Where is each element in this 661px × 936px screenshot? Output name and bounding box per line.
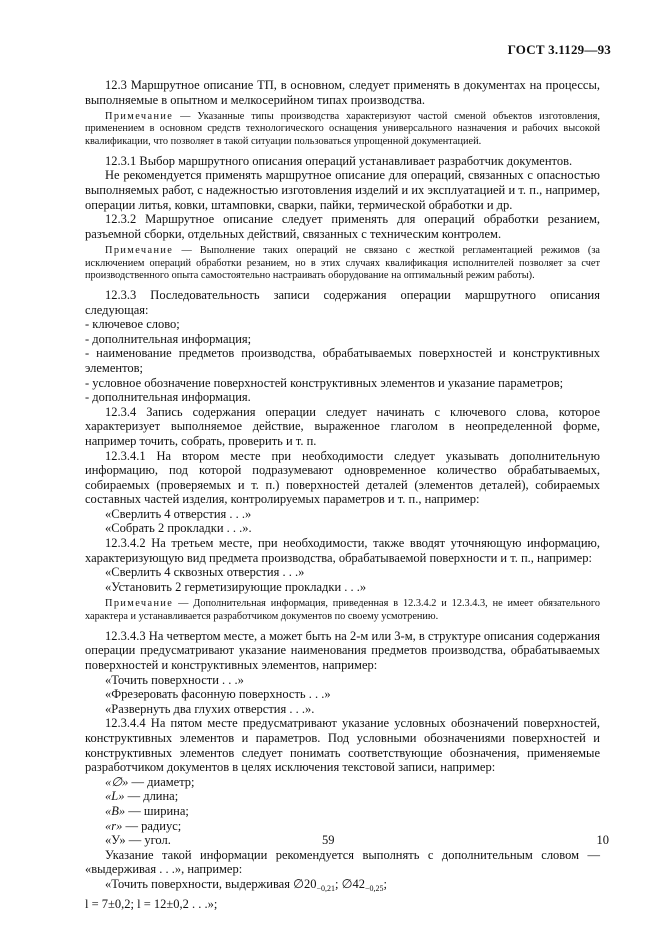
note-3 [85, 598, 600, 622]
example-quote: «Развернуть два глухих отверстия . . .». [105, 701, 315, 716]
example-quote-continuation: l = 7±0,2; l = 12±0,2 . . .»; [85, 896, 218, 911]
note-label: Примечание [105, 245, 174, 257]
paragraph-12-3: 12.3 Маршрутное описание ТП, в основном, следует применять в документах на процессы, выполняемые в опытном и мелкосерийном типах производства. [85, 78, 600, 107]
paragraph-12-3-4-4: 12.3.4.4 На пятом месте предусматривают указание условных обозначений поверхностей, конструктивных элементов и параметров. Под условными обозначениями поверхностей и конструктивных элементов следует понимать соответствующие обозначения, применяемые разработчиком документов в целях исключения текстовой записи, например: [85, 716, 600, 775]
symbol: «L» [105, 789, 125, 804]
note-label: Примечание [105, 111, 174, 123]
paragraph-not-recommended: Не рекомендуется применять маршрутное описание для операций, связанных с опасностью выполняемых работ, с надежностью изготовления изделий и их эксплуатацией и т. п., например, операции литья, ковки, штамповки, сварки, пайки, термической обработки и др. [85, 168, 600, 212]
list-item: - дополнительная информация. [85, 390, 251, 405]
page-number: 59 [322, 833, 335, 847]
paragraph-12-3-3: 12.3.3 Последовательность записи содержания операции маршрутного описания следующая: [85, 287, 600, 317]
symbol-definition: «L» — длина; [105, 789, 179, 804]
symbol-definition: «У» — угол. [105, 833, 171, 848]
example-quote: «Установить 2 герметизирующие прокладки . . .» [105, 579, 367, 594]
paragraph-12-3-4-2: 12.3.4.2 На третьем месте, при необходимости, также вводят уточняющую информацию, характеризующую вид предмета производства, обрабатываемой поверхности и т. п., например: [85, 536, 600, 565]
example-quote: «Собрать 2 прокладки . . .». [105, 521, 252, 536]
note-1 [85, 111, 600, 148]
symbol: «r» [105, 818, 123, 833]
symbol-definition: «r» — радиус; [105, 818, 182, 833]
note-label: Примечание [105, 598, 174, 610]
sheet-number: 10 [596, 833, 609, 847]
paragraph-12-3-4: 12.3.4 Запись содержания операции следует начинать с ключевого слова, которое характеризует выполняемое действие, выраженное глаголом в неопределенной форме, например точить, собрать, проверить и т. п. [85, 404, 600, 448]
paragraph-additional-word: Указание такой информации рекомендуется выполнять с дополнительным словом — «выдерживая . . .», например: [85, 847, 600, 877]
example-quote: «Точить поверхности . . .» [105, 672, 244, 687]
example-quote: «Сверлить 4 отверстия . . .» [105, 506, 252, 521]
list-item: - условное обозначение поверхностей конструктивных элементов и указание параметров; [85, 375, 564, 390]
note-2 [85, 245, 600, 282]
example-quote: «Фрезеровать фасонную поверхность . . .» [105, 687, 331, 702]
standard-header: ГОСТ 3.1129—93 [507, 42, 611, 57]
note-text: — Указанные типы производства характеризуют частой сменой объектов изготовления, применением в основном средств технологического оснащения универсального назначения и рабочих высокой квалификации, что позволяет в такой ситуации пользоваться упрощенной документацией. [85, 111, 600, 147]
paragraph-12-3-2: 12.3.2 Маршрутное описание следует применять для операций обработки резанием, разъемной сборки, отдельных действий, связанных с техническим контролем. [85, 212, 600, 241]
paragraph-12-3-1: 12.3.1 Выбор маршрутного описания операций устанавливает разработчик документов. [105, 153, 573, 168]
sequence-list [85, 317, 600, 405]
symbol-definition: «∅» — диаметр; [105, 774, 195, 789]
note-text: — Дополнительная информация, приведенная в 12.3.4.2 и 12.3.4.3, не имеет обязательного характера и устанавливается разработчиком документов по своему усмотрению. [85, 598, 600, 622]
note-text: — Выполнение таких операций не связано с жесткой регламентацией режимов (за исключением операций обработки резанием, но в этих случаях квалификация исполнителей позволяет за счет производственного опыта самостоятельно настраивать оборудование на оптимальный режим работы). [85, 245, 600, 281]
symbol: «B» [105, 803, 126, 818]
symbol: «У» [105, 833, 126, 848]
paragraph-12-3-4-1: 12.3.4.1 На втором месте при необходимости следует указывать дополнительную информацию, под которой подразумевают одновременное количество обрабатываемых, собираемых (проверяемых и т. п.) поверхностей деталей (элементов деталей), собираемых составных частей изделия, контролируемых параметров и т. п., например: [85, 448, 600, 507]
document-body [85, 78, 600, 911]
list-item: - наименование предметов производства, обрабатываемых поверхностей и конструктивных элементов; [85, 346, 600, 375]
list-item: - дополнительная информация; [85, 331, 252, 346]
example-quote-tolerance: «Точить поверхности, выдерживая $\emptyset 20_{-0,21}$; $\emptyset 42_{-0,25}$; [105, 876, 388, 893]
example-quote: «Сверлить 4 сквозных отверстия . . .» [105, 565, 305, 580]
paragraph-12-3-4-3: 12.3.4.3 На четвертом месте, а может быть на 2-м или 3-м, в структуре описания содержания операции предусматривают указание наименования предметов производства, обрабатываемых поверхностей и конструктивных элементов, например: [85, 628, 600, 673]
symbol: «∅» [105, 774, 129, 789]
symbol-definition: «B» — ширина; [105, 803, 189, 818]
list-item: - ключевое слово; [85, 317, 180, 332]
